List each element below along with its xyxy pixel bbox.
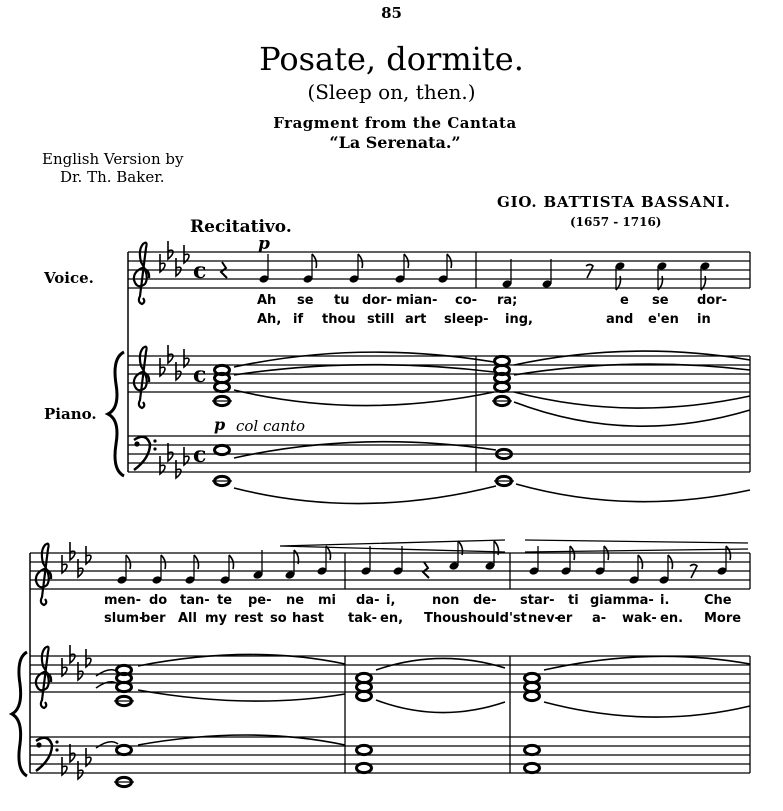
piano-treble-staff-2 [30, 656, 750, 692]
lyric-syllable: an- [414, 293, 438, 308]
piano-dynamic-marking: p [214, 415, 226, 434]
lyric-syllable: dor- [362, 293, 393, 308]
lyric-syllable: non [432, 593, 460, 608]
lyric-syllable: tu [334, 293, 350, 308]
svg-text:c: c [193, 442, 207, 468]
lyric-syllable: e'en [648, 312, 679, 327]
lyric-syllable: slum- [104, 611, 145, 626]
lyric-syllable: da- [356, 593, 380, 608]
lyric-syllable: ber [141, 611, 166, 626]
lyric-syllable: ne [286, 593, 305, 608]
lyric-syllable: All [178, 611, 197, 626]
col-canto-marking: col canto [236, 417, 306, 435]
lyric-syllable: still [367, 312, 395, 327]
system-1 [108, 241, 750, 504]
key-signature [160, 241, 189, 478]
lyric-syllable: star- [520, 593, 555, 608]
system-2 [12, 540, 750, 787]
voice-dynamic-marking: p [258, 234, 270, 254]
composer-dates: (1657 - 1716) [570, 215, 662, 229]
cantata-name: “La Serenata.” [329, 133, 461, 152]
song-title: Posate, dormite. [259, 40, 524, 78]
lyric-syllable: ing, [505, 312, 533, 327]
lyric-syllable: mi [396, 293, 415, 308]
lyric-syllable: so [270, 611, 287, 626]
lyric-syllable: Che [704, 593, 732, 608]
lyric-syllable: tan- [180, 593, 210, 608]
lyric-syllable: se [652, 293, 669, 308]
voice-staff-2 [30, 553, 750, 589]
lyric-syllable: if [293, 312, 304, 327]
lyric-syllable: and [606, 312, 634, 327]
lyric-syllable: a- [592, 611, 607, 626]
lyric-syllable: ra; [497, 293, 518, 308]
lyric-syllable: te [217, 593, 233, 608]
lyric-syllable: co- [455, 293, 478, 308]
piano-bass-staff-2 [30, 737, 750, 773]
lyric-syllable: my [205, 611, 228, 626]
ties-2 [96, 654, 750, 748]
english-version-credit: English Version by [42, 150, 184, 168]
lyric-syllable: i. [660, 593, 670, 608]
page-number: 85 [381, 4, 402, 22]
lyric-syllable: en. [660, 611, 684, 626]
lyric-syllable: se [297, 293, 314, 308]
voice-part-label: Voice. [44, 269, 94, 287]
voice-notes-1 [221, 254, 710, 290]
lyric-syllable: art [405, 312, 427, 327]
piano-brace [12, 652, 27, 776]
voice-notes-2 [117, 541, 731, 585]
lyric-syllable: Ah [257, 293, 277, 308]
lyric-syllable: ti [568, 593, 579, 608]
lyric-syllable: i, [386, 593, 396, 608]
lyric-syllable: giamma- [590, 593, 654, 608]
lyric-syllable: mi [318, 593, 337, 608]
song-subtitle: (Sleep on, then.) [307, 80, 476, 104]
lyric-syllable: Thou [424, 611, 461, 626]
piano-brace [108, 352, 124, 476]
lyric-syllable: should'st [460, 611, 527, 626]
lyric-syllable: e [620, 293, 629, 308]
key-signature [62, 542, 91, 779]
lyric-syllable: de- [473, 593, 497, 608]
lyric-syllable: men- [104, 593, 142, 608]
lyric-syllable: hast [292, 611, 324, 626]
lyric-syllable: in [697, 312, 711, 327]
lyric-syllable: thou [322, 312, 356, 327]
lyric-syllable: en, [380, 611, 404, 626]
lyric-syllable: dor- [697, 293, 728, 308]
lyric-syllable: tak- [348, 611, 378, 626]
fragment-note: Fragment from the Cantata [273, 114, 517, 132]
composer-name: GIO. BATTISTA BASSANI. [497, 193, 731, 211]
tempo-marking: Recitativo. [190, 217, 292, 237]
translator-name: Dr. Th. Baker. [60, 168, 165, 186]
lyric-syllable: nev- [528, 611, 560, 626]
piano-part-label: Piano. [44, 405, 97, 423]
lyric-syllable: wak- [622, 611, 657, 626]
lyric-syllable: rest [234, 611, 264, 626]
svg-text:c: c [193, 258, 207, 284]
svg-text:c: c [193, 362, 207, 388]
lyric-syllable: er [557, 611, 573, 626]
lyric-syllable: Ah, [257, 312, 282, 327]
lyric-syllable: More [704, 611, 742, 626]
lyric-syllable: sleep- [444, 312, 489, 327]
piano-chords-1 [212, 356, 514, 485]
lyric-syllable: do [149, 593, 168, 608]
hairpins [280, 540, 748, 552]
lyric-syllable: pe- [248, 593, 272, 608]
voice-staff-1 [128, 252, 750, 288]
